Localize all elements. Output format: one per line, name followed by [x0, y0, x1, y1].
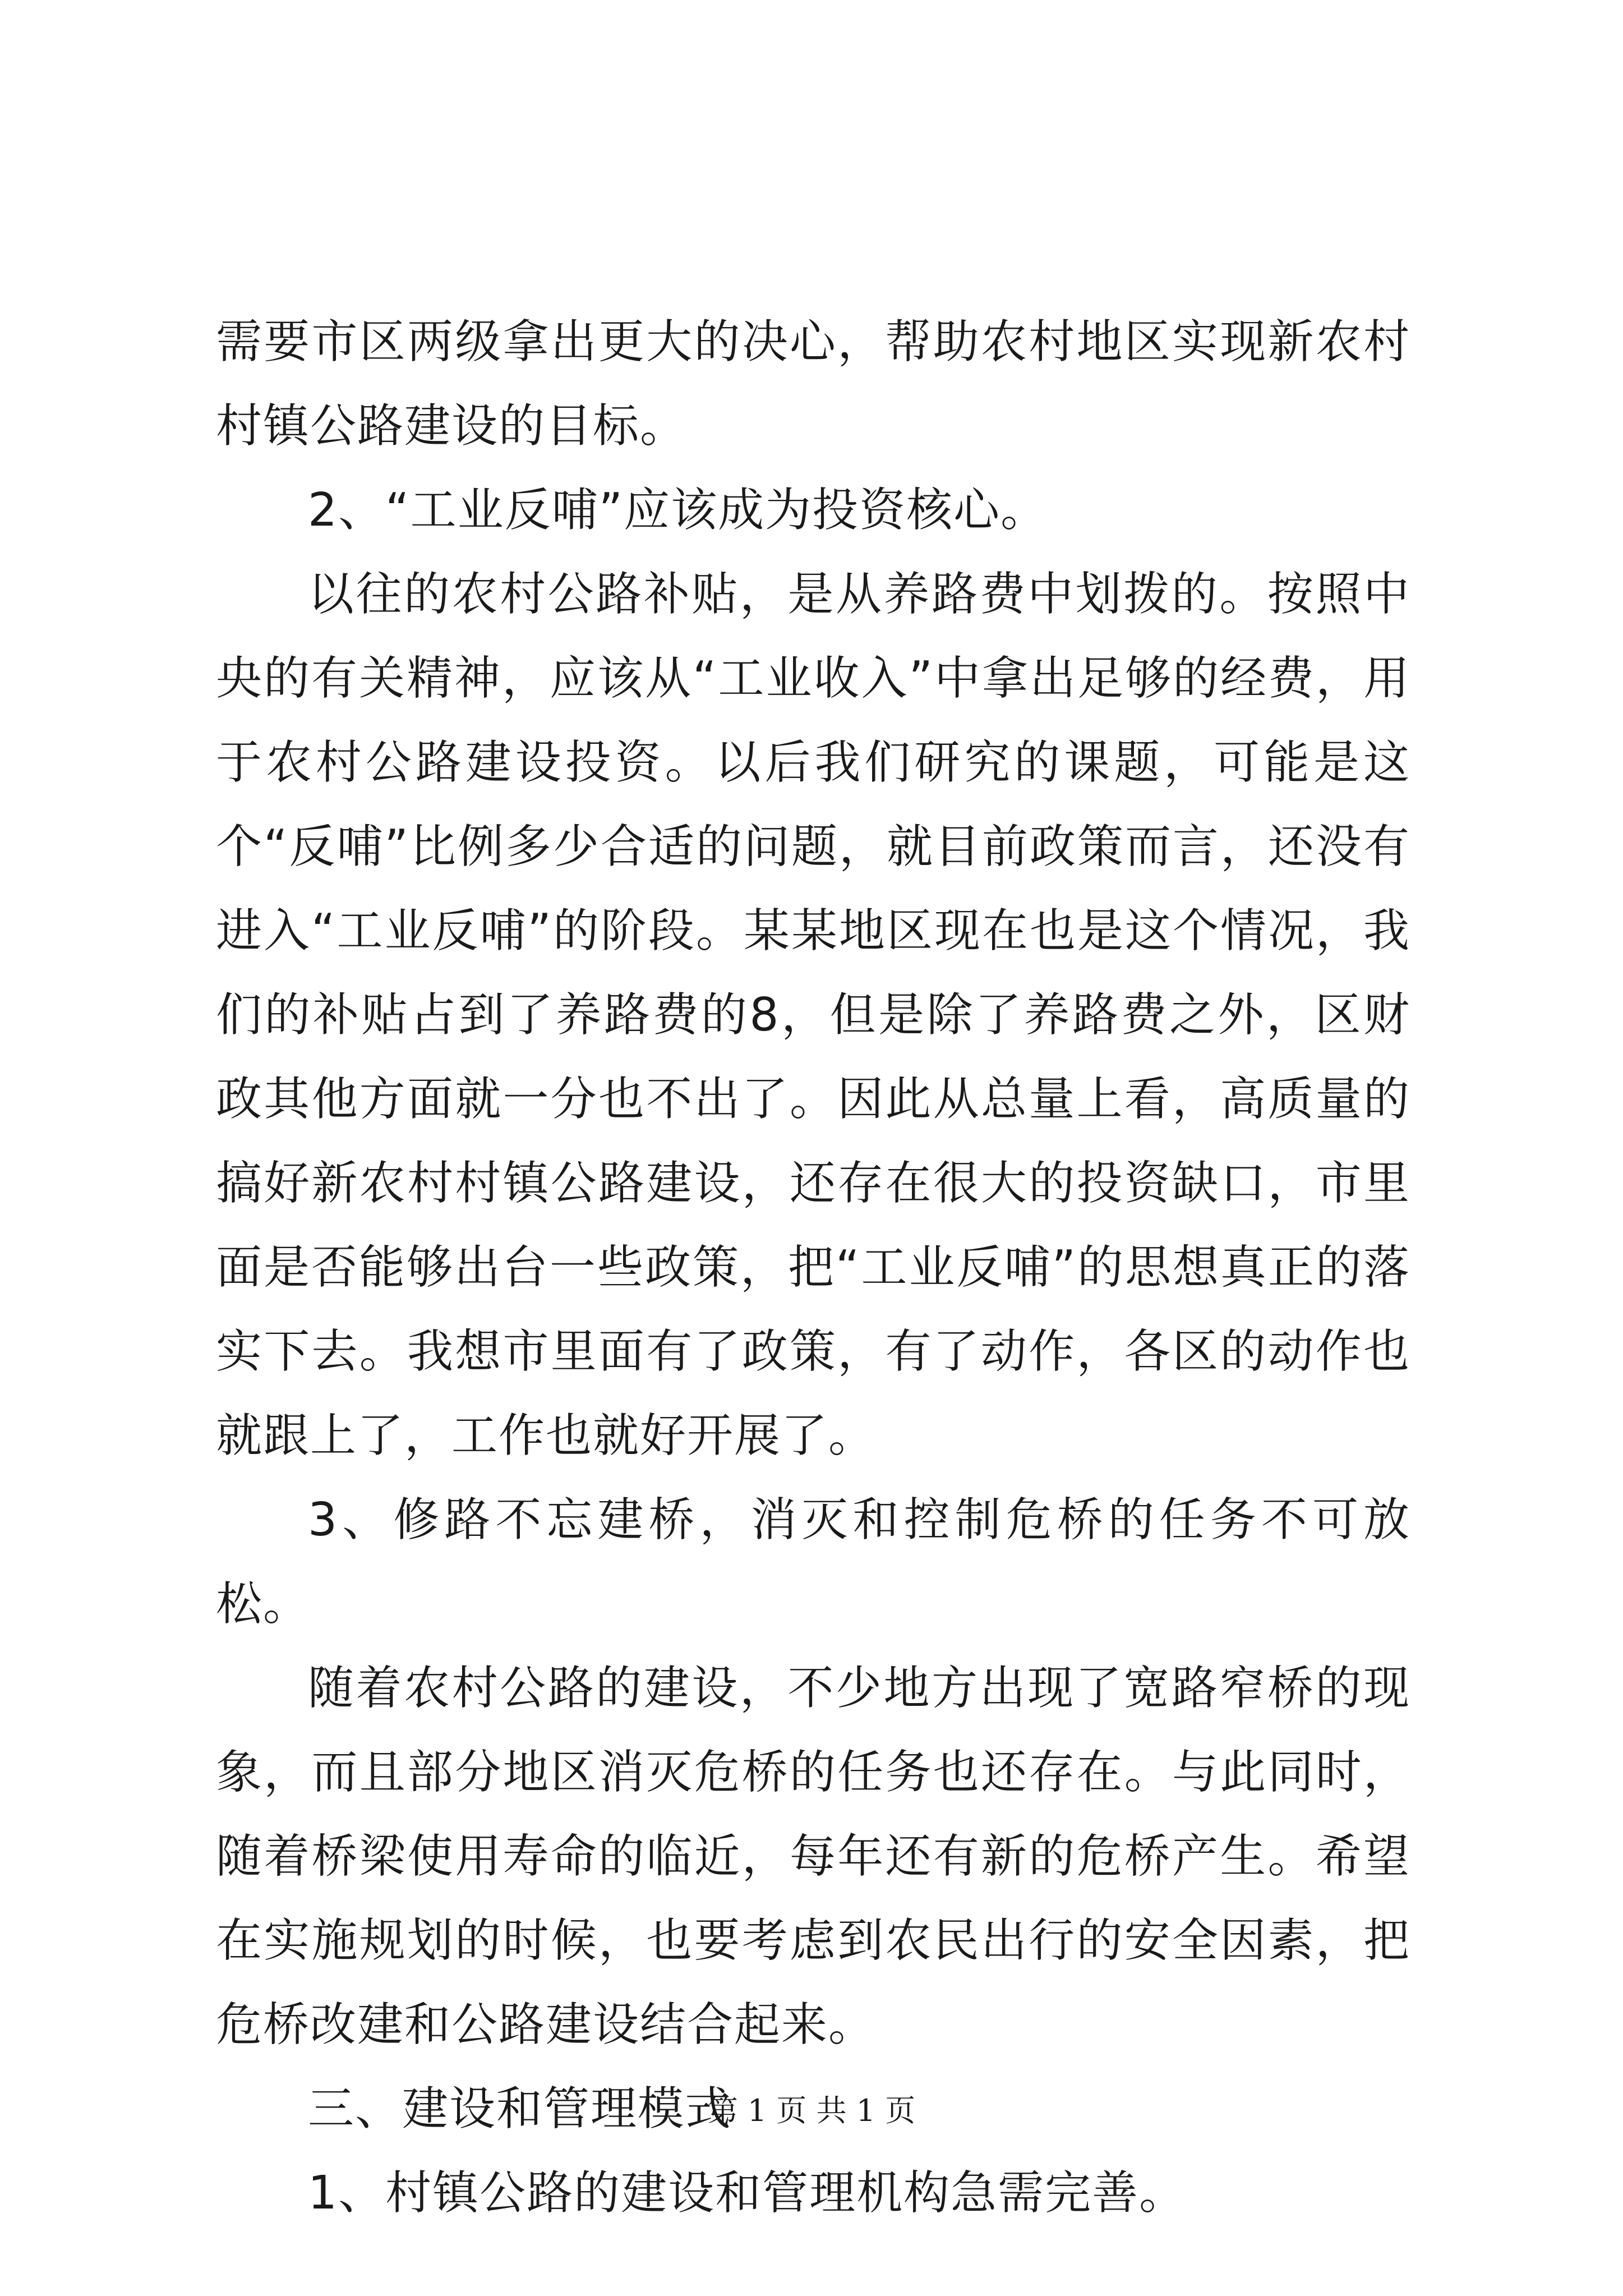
subheading-management-agencies: 1、村镇公路的建设和管理机构急需完善。 — [308, 2166, 1187, 2220]
paragraph-continuation: 需要市区两级拿出更大的决心，帮助农村地区实现新农村村镇公路建设的目标。 — [216, 315, 1410, 453]
paragraph-subsidy: 以往的农村公路补贴，是从养路费中划拨的。按照中央的有关精神，应该从“工业收入”中拿出足够的经费，用于农村公路建设投资。以后我们研究的课题，可能是这个“反哺”比例多少合适的问题，就目前政策而言，还没有进入“工业反哺”的阶段。某某地区现在也是这个情况，我们的补贴占到了养路费的8，但是除了养路费之外，区财政其他方面就一分也不出了。因此从总量上看，高质量的搞好新农村村镇公路建设，还存在很大的投资缺口，市里面是否能够出台一些政策，把“工业反哺”的思想真正的落实下去。我想市里面有了政策，有了动作，各区的动作也就跟上了，工作也就好开展了。 — [216, 568, 1410, 1462]
subheading-industry-feedback: 2、“工业反哺”应该成为投资核心。 — [308, 484, 1048, 537]
paragraph-bridges: 随着农村公路的建设，不少地方出现了宽路窄桥的现象，而且部分地区消灭危桥的任务也还存在。与此同时，随着桥梁使用寿命的临近，每年还有新的危桥产生。希望在实施规划的时候，也要考虑到农民出行的安全因素，把危桥改建和公路建设结合起来。 — [216, 1662, 1410, 2051]
document-body — [216, 300, 1410, 2235]
page-footer — [0, 2091, 1623, 2131]
section-heading-construction-management: 三、建设和管理模式 — [308, 2082, 732, 2136]
page-number-label: 第 1 页 共 1 页 — [707, 2093, 916, 2128]
subheading-bridges: 3、修路不忘建桥，消灭和控制危桥的任务不可放松。 — [216, 1493, 1410, 1631]
